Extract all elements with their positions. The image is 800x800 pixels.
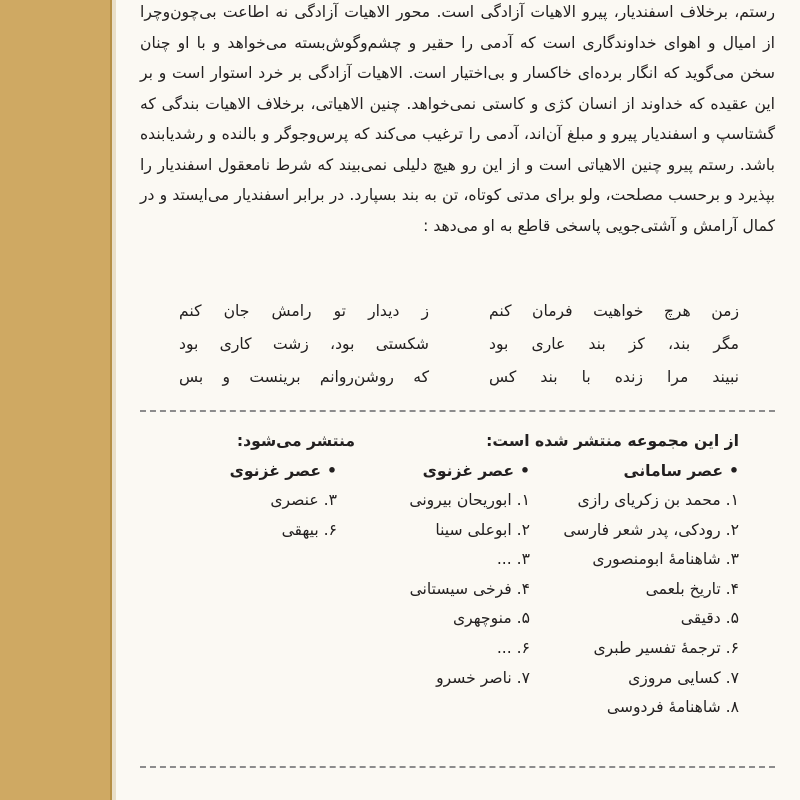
list-item: ۶. ترجمهٔ تفسیر طبری (593, 638, 739, 657)
verse-line (179, 361, 739, 394)
bullet-icon: • (327, 462, 337, 480)
verse-second-hemistich: که روشن‌روانم برینست و بس (179, 368, 429, 386)
column-title (409, 460, 530, 489)
verse-block (179, 295, 739, 394)
list-item: ۳. ... (496, 550, 530, 569)
list-item: ۲. رودکی، پدر شعر فارسی (563, 520, 739, 539)
list-item: ۶. ... (496, 638, 530, 657)
series-column-upcoming-ghaznavid (230, 460, 337, 548)
list-item: ۲. ابوعلی سینا (435, 520, 530, 539)
book-spine-band (0, 0, 112, 800)
verse-line (179, 328, 739, 361)
verse-second-hemistich: شکستی بود، زشت کاری بود (179, 335, 429, 353)
published-heading: از این مجموعه منتشر شده است: (486, 432, 739, 450)
column-title (230, 460, 337, 489)
verse-first-hemistich: زمن هرچ خواهیت فرمان کنم (489, 302, 739, 320)
verse-first-hemistich: نبیند مرا زنده با بند کس (489, 368, 739, 386)
series-column-samanid (563, 460, 739, 726)
list-item: ۷. کسایی مروزی (628, 668, 739, 687)
bullet-icon: • (520, 462, 530, 480)
list-item: ۵. منوچهری (452, 609, 530, 628)
list-item: ۳. عنصری (270, 491, 337, 509)
dashed-divider (140, 766, 775, 768)
column-title (563, 460, 739, 489)
dashed-divider (140, 410, 775, 412)
list-item: ۴. فرخی سیستانی (409, 579, 530, 598)
list-item: ۱. ابوریحان بیرونی (409, 491, 530, 509)
body-paragraph: رستم، برخلاف اسفندیار، پیرو الاهیات آزادگی است. محور الاهیات آزادگی نه اطاعت بی‌چون‌وچرا از امیال و اهوای خداوندگاری است که آدمی را حقیر و چشم‌وگوش‌بسته می‌خواهد و با او چنان سخن می‌گوید که انگار برده‌ای خاکسار و بی‌اختیار است. الاهیات آزادگی بر خرد استوار است و بر این عقیده که خداوند از انسان کژی و کاستی نمی‌خواهد. چنین الاهیاتی، برخلاف الاهیات بندگی که گشتاسپ و اسفندیار پیرو و مبلغ آن‌اند، آدمی را ترغیب می‌کند که پرس‌وجوگر و بالنده و رشدیابنده باشد. رستم پیرو چنین الاهیاتی است و از این رو هیچ دلیلی نمی‌بیند که شرط نامعقول اسفندیار را بپذیرد و برحسب مصلحت، ولو برای مدتی کوتاه، تن به بند بسپارد. در برابر اسفندیار می‌ایستد و در کمال آرامش و آشتی‌جویی پاسخی قاطع به او می‌دهد : (140, 3, 775, 235)
column-title-text: عصر سامانی (623, 462, 724, 480)
list-item: ۳. شاهنامهٔ ابومنصوری (592, 550, 739, 569)
list-item: ۸. شاهنامهٔ فردوسی (606, 698, 739, 717)
upcoming-heading: منتشر می‌شود: (236, 432, 355, 450)
list-item: ۴. تاریخ بلعمی (645, 579, 739, 598)
list-item: ۱. محمد بن زکریای رازی (577, 491, 739, 509)
verse-first-hemistich: مگر بند، کز بند عاری بود (489, 335, 739, 353)
list-item: ۷. ناصر خسرو (436, 668, 530, 687)
list-item: ۶. بیهقی (281, 520, 337, 539)
column-title-text: عصر غزنوی (229, 462, 322, 480)
column-title-text: عصر غزنوی (422, 462, 515, 480)
list-item: ۵. دقیقی (680, 609, 739, 628)
verse-second-hemistich: ز دیدار تو رامش جان کنم (179, 302, 429, 320)
series-column-ghaznavid (409, 460, 530, 696)
book-page (140, 0, 775, 800)
verse-line (179, 295, 739, 328)
bullet-icon: • (729, 462, 739, 480)
